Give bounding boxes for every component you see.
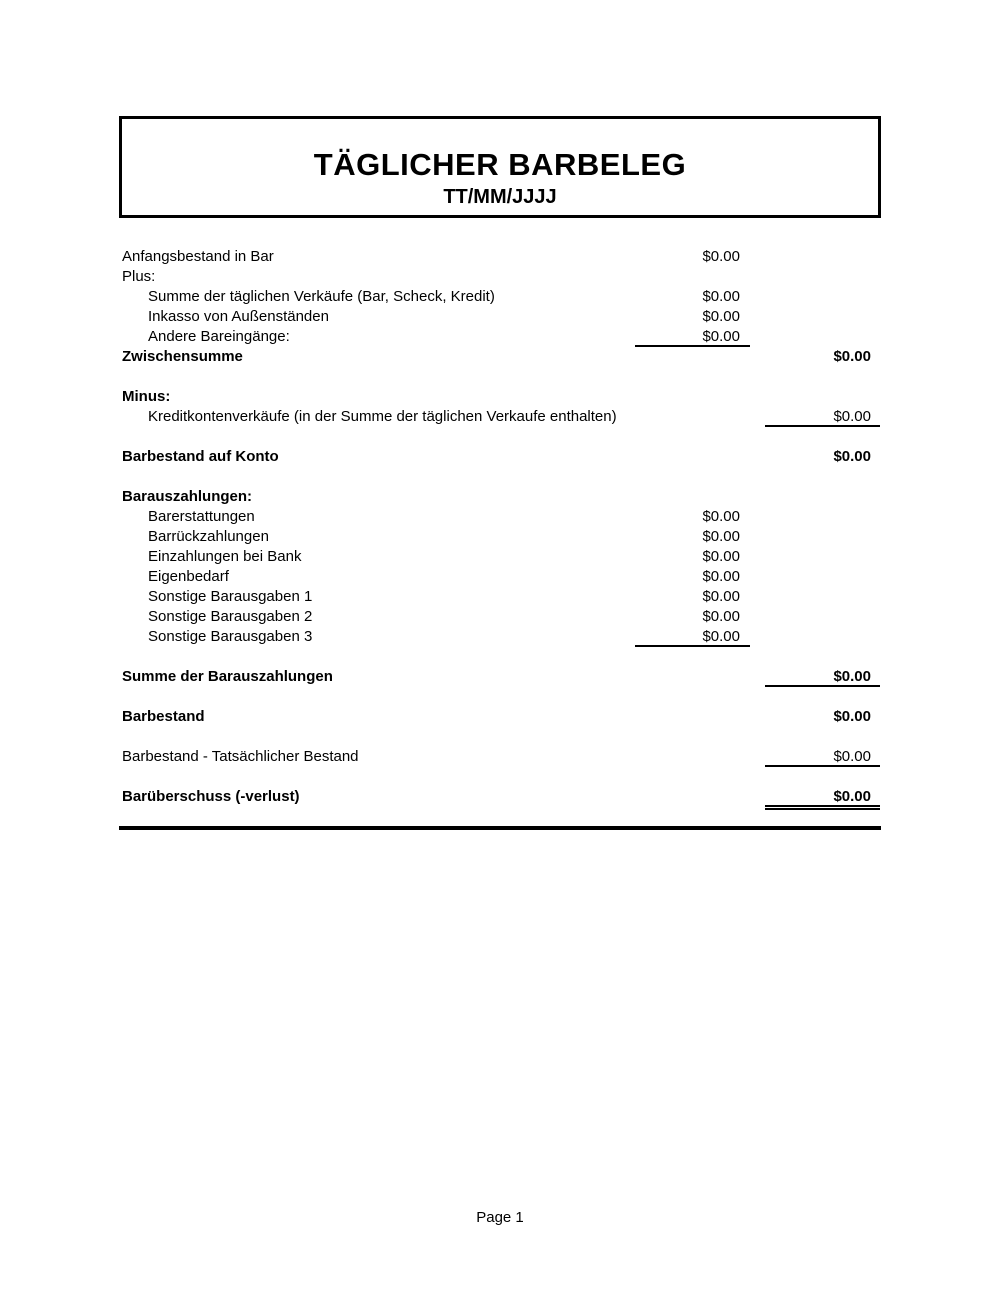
form-row <box>122 247 880 267</box>
row-value-total <box>765 607 880 627</box>
row-value-mid: $0.00 <box>702 548 740 565</box>
row-value-total: $0.00 <box>833 708 871 725</box>
row-label: Barüberschuss (-verlust) <box>122 788 300 805</box>
row-value-mid: $0.00 <box>635 627 750 647</box>
row-label: Barbestand <box>122 708 205 725</box>
spacer-row <box>122 427 880 447</box>
form-row <box>122 267 880 287</box>
form-row <box>122 527 880 547</box>
row-label: Anfangsbestand in Bar <box>122 248 274 265</box>
row-label: Barrückzahlungen <box>148 528 269 545</box>
row-value-total <box>765 287 880 307</box>
row-value-mid: $0.00 <box>702 288 740 305</box>
row-label: Barbestand auf Konto <box>122 448 279 465</box>
row-value-mid <box>635 447 750 467</box>
form-row <box>122 507 880 527</box>
form-row <box>122 627 880 647</box>
rows <box>122 247 880 807</box>
form-row <box>122 287 880 307</box>
row-value-mid <box>635 667 750 687</box>
row-value-total <box>765 527 880 547</box>
form-row <box>122 707 880 727</box>
row-label: Sonstige Barausgaben 1 <box>148 588 313 605</box>
form-row <box>122 607 880 627</box>
row-label: Kreditkontenverkäufe (in der Summe der täglichen Verkaufe enthalten) <box>148 408 617 425</box>
date-placeholder: TT/MM/JJJJ <box>443 186 557 208</box>
row-value-mid <box>635 787 750 807</box>
row-value-mid: $0.00 <box>702 588 740 605</box>
row-value-mid <box>635 387 750 407</box>
form-row <box>122 787 880 807</box>
spacer-row <box>122 687 880 707</box>
spacer-row <box>122 767 880 787</box>
row-value-total <box>765 387 880 407</box>
row-label: Plus: <box>122 268 156 285</box>
row-label: Zwischensumme <box>122 348 243 365</box>
row-value-total <box>765 247 880 267</box>
form-row <box>122 347 880 367</box>
row-value-mid: $0.00 <box>702 528 740 545</box>
spacer-row <box>122 367 880 387</box>
form-row <box>122 407 880 427</box>
row-value-total: $0.00 <box>833 448 871 465</box>
row-value-mid: $0.00 <box>702 248 740 265</box>
form-row <box>122 747 880 767</box>
form-row <box>122 487 880 507</box>
row-value-mid <box>635 747 750 767</box>
row-value-total: $0.00 <box>765 407 880 427</box>
page-number: Page 1 <box>476 1209 524 1226</box>
page-title: TÄGLICHER BARBELEG <box>313 147 687 182</box>
row-label: Eigenbedarf <box>148 568 229 585</box>
row-label: Barerstattungen <box>148 508 255 525</box>
row-label: Inkasso von Außenständen <box>148 308 329 325</box>
title-box <box>119 116 881 218</box>
row-value-total: $0.00 <box>765 747 880 767</box>
row-value-mid <box>635 707 750 727</box>
spacer-row <box>122 727 880 747</box>
row-value-mid: $0.00 <box>702 608 740 625</box>
form-row <box>122 327 880 347</box>
row-value-total <box>765 307 880 327</box>
row-value-total: $0.00 <box>833 348 871 365</box>
row-label: Andere Bareingänge: <box>148 328 290 345</box>
row-label: Barauszahlungen: <box>122 488 253 505</box>
row-label: Summe der täglichen Verkäufe (Bar, Scheck, Kredit) <box>148 288 495 305</box>
row-value-mid <box>635 487 750 507</box>
row-value-total <box>765 547 880 567</box>
row-value-total <box>765 587 880 607</box>
row-label: Sonstige Barausgaben 3 <box>148 628 313 645</box>
form-row <box>122 567 880 587</box>
spacer-row <box>122 467 880 487</box>
form-row <box>122 667 880 687</box>
bottom-rule <box>119 826 881 830</box>
row-label: Einzahlungen bei Bank <box>148 548 302 565</box>
row-value-mid: $0.00 <box>702 508 740 525</box>
row-label: Minus: <box>122 388 171 405</box>
form-row <box>122 587 880 607</box>
row-label: Barbestand - Tatsächlicher Bestand <box>122 748 359 765</box>
row-value-total <box>765 487 880 507</box>
row-value-total <box>765 627 880 647</box>
spacer-row <box>122 647 880 667</box>
row-label: Sonstige Barausgaben 2 <box>148 608 313 625</box>
row-value-mid <box>635 407 750 427</box>
row-value-total <box>765 327 880 347</box>
row-value-total <box>765 507 880 527</box>
form-row <box>122 387 880 407</box>
row-value-mid <box>635 267 750 287</box>
row-value-mid: $0.00 <box>702 308 740 325</box>
row-label: Summe der Barauszahlungen <box>122 668 333 685</box>
page-footer <box>0 1209 1000 1226</box>
row-value-total <box>765 567 880 587</box>
row-value-total <box>765 267 880 287</box>
row-value-mid: $0.00 <box>702 568 740 585</box>
row-value-total: $0.00 <box>765 787 880 807</box>
form-row <box>122 447 880 467</box>
form-row <box>122 307 880 327</box>
row-value-mid <box>635 347 750 367</box>
form-row <box>122 547 880 567</box>
row-value-total: $0.00 <box>765 667 880 687</box>
row-value-mid: $0.00 <box>635 327 750 347</box>
